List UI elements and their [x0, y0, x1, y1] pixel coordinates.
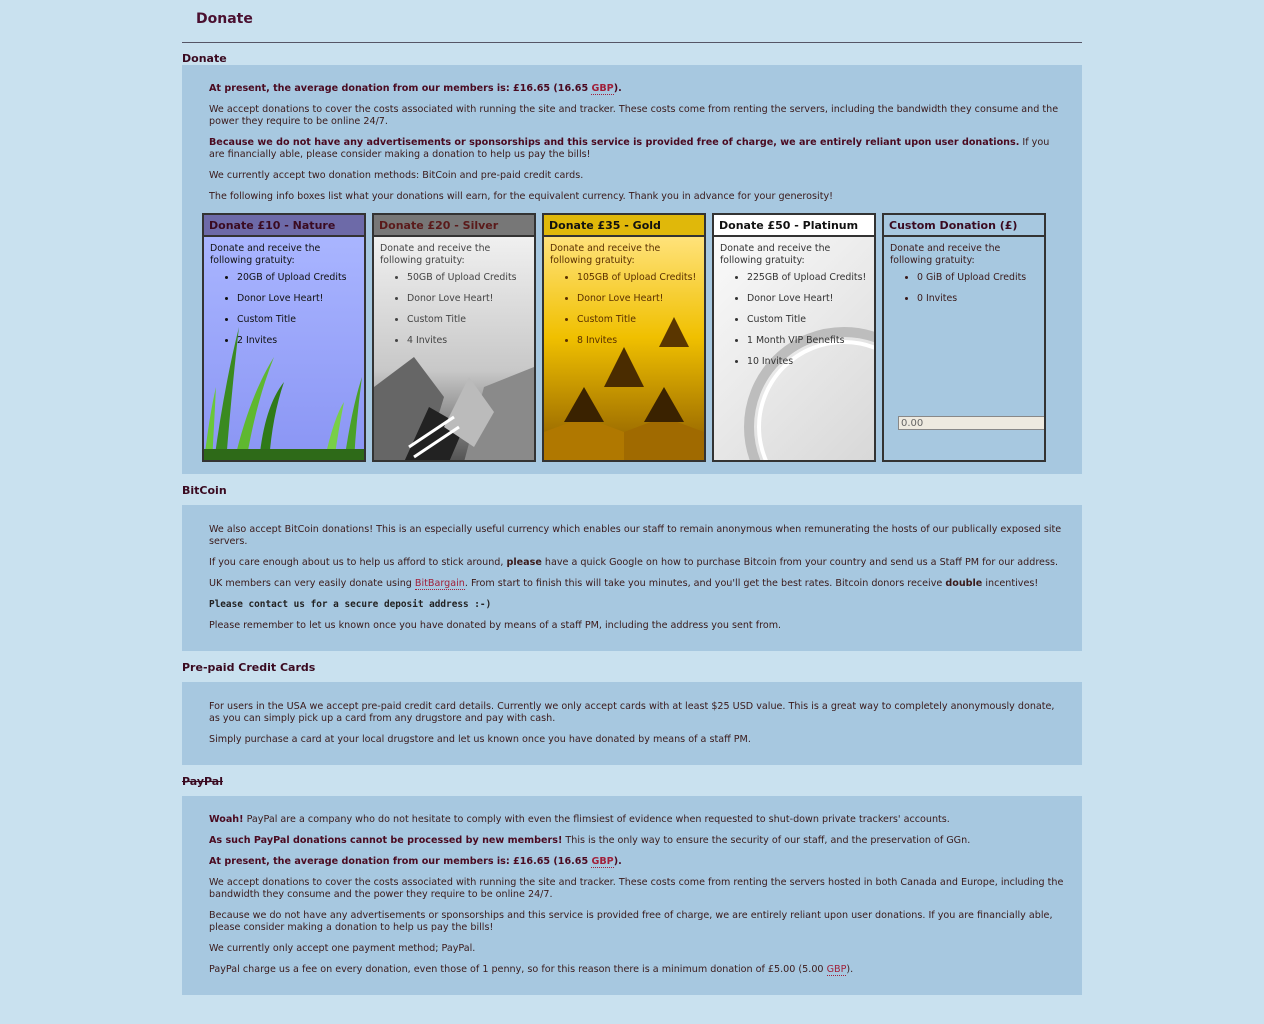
- tier-title: Donate £50 - Platinum: [714, 215, 874, 237]
- tier-body: [714, 237, 874, 460]
- paypal-box: [182, 796, 1082, 995]
- list-item: • 0 GiB of Upload Credits: [917, 272, 1038, 284]
- tier-body: [374, 237, 534, 460]
- tier-title: Custom Donation (£): [884, 215, 1044, 237]
- list-item: • 8 Invites: [577, 335, 698, 347]
- list-item: • Custom Title: [237, 314, 358, 326]
- grass-image: [204, 237, 364, 462]
- list-item: • 1 Month VIP Benefits: [747, 335, 868, 347]
- tier-intro: Donate and receive the following gratuity:: [380, 243, 491, 266]
- paypal-method: We currently only accept one payment method; PayPal.: [209, 943, 476, 954]
- tier-benefits: [210, 272, 358, 347]
- bitcoin-uk: UK members can very easily donate using BitBargain. From start to finish this will take you minutes, and you'll get the best rates. Bitcoin donors receive double incentives!: [209, 578, 1039, 589]
- tier-nature[interactable]: [202, 213, 366, 462]
- donate-reliance: Because we do not have any advertisements or sponsorships and this service is provided free of charge, we are entirely reliant upon user donations. If you are financially able, please consider making a donation to help us pay the bills!: [209, 137, 1050, 160]
- list-item: • Custom Title: [747, 314, 868, 326]
- tier-intro: Donate and receive the following gratuity:: [210, 243, 321, 266]
- prepaid-heading: Pre-paid Credit Cards: [182, 661, 316, 674]
- list-item: • Donor Love Heart!: [407, 293, 528, 305]
- bitcoin-intro: We also accept BitCoin donations! This is an especially useful currency which enables our staff to remain anonymous when remunerating the hosts of our publically exposed site servers.: [209, 524, 1062, 547]
- tier-title: Donate £35 - Gold: [544, 215, 704, 237]
- tier-body: [204, 237, 364, 460]
- bitcoin-purchase: If you care enough about us to help us afford to stick around, please have a quick Google on how to purchase Bitcoin from your country and send us a Staff PM for our address.: [209, 557, 1059, 568]
- bitcoin-heading: BitCoin: [182, 484, 227, 497]
- tier-benefits: [380, 272, 528, 347]
- tier-intro: Donate and receive the following gratuity:: [890, 243, 1001, 266]
- list-item: • 50GB of Upload Credits: [407, 272, 528, 284]
- tier-benefits: [720, 272, 868, 368]
- donate-info: The following info boxes list what your donations will earn, for the equivalent currency. Thank you in advance for your generosity!: [209, 191, 833, 202]
- paypal-costs: We accept donations to cover the costs associated with running the site and tracker. These costs come from renting the servers hosted in both Canada and Europe, including the bandwidth they consume and the power they require to be online 24/7.: [209, 877, 1064, 900]
- list-item: • 225GB of Upload Credits!: [747, 272, 868, 284]
- tier-title: Donate £10 - Nature: [204, 215, 364, 237]
- donate-intro: We accept donations to cover the costs associated with running the site and tracker. These costs come from renting the servers, including the bandwidth they consume and the power they require to be online 24/7.: [209, 104, 1059, 127]
- list-item: • 10 Invites: [747, 356, 868, 368]
- prepaid-purchase: Simply purchase a card at your local drugstore and let us known once you have donated by means of a staff PM.: [209, 734, 751, 745]
- list-item: • 20GB of Upload Credits: [237, 272, 358, 284]
- list-item: • Custom Title: [407, 314, 528, 326]
- page-content: [182, 0, 1082, 995]
- donate-box: [182, 65, 1082, 474]
- prepaid-intro: For users in the USA we accept pre-paid credit card details. Currently we only accept cards with at least $25 USD value. This is a great way to completely anonymously donate, as you can simply pick up a card from any drugstore and pay with cash.: [209, 701, 1055, 724]
- page-title: Donate: [182, 0, 1082, 43]
- tier-benefits: [550, 272, 698, 347]
- tier-benefits: [890, 272, 1038, 305]
- tier-silver[interactable]: [372, 213, 536, 462]
- paypal-new-members: As such PayPal donations cannot be processed by new members! This is the only way to ensure the security of our staff, and the preservation of GGn.: [209, 835, 971, 846]
- tier-title: Donate £20 - Silver: [374, 215, 534, 237]
- average-donation: At present, the average donation from our members is: £16.65 (16.65 GBP).: [209, 83, 622, 94]
- tier-gold[interactable]: [542, 213, 706, 462]
- tier-intro: Donate and receive the following gratuity:: [550, 243, 661, 266]
- custom-amount-input[interactable]: [898, 416, 1046, 430]
- donate-heading: Donate: [182, 52, 227, 65]
- gold-bars-image: [544, 237, 704, 462]
- list-item: • 4 Invites: [407, 335, 528, 347]
- tier-custom: [882, 213, 1046, 462]
- tier-intro: Donate and receive the following gratuity:: [720, 243, 831, 266]
- bitcoin-box: [182, 505, 1082, 651]
- paypal-reliance: Because we do not have any advertisements or sponsorships and this service is provided free of charge, we are entirely reliant upon user donations. If you are financially able, please consider making a donation to help us pay the bills!: [209, 910, 1053, 933]
- list-item: • 105GB of Upload Credits!: [577, 272, 698, 284]
- donate-methods: We currently accept two donation methods: BitCoin and pre-paid credit cards.: [209, 170, 584, 181]
- tier-platinum[interactable]: [712, 213, 876, 462]
- bitcoin-remember: Please remember to let us known once you have donated by means of a staff PM, including the address you sent from.: [209, 620, 782, 631]
- list-item: • Donor Love Heart!: [237, 293, 358, 305]
- list-item: • 2 Invites: [237, 335, 358, 347]
- prepaid-box: [182, 682, 1082, 765]
- bitbargain-link[interactable]: BitBargain: [414, 578, 465, 589]
- silver-image: [374, 237, 534, 462]
- donation-tiers: [202, 213, 1064, 462]
- tier-body: [544, 237, 704, 460]
- list-item: • Donor Love Heart!: [577, 293, 698, 305]
- list-item: • Custom Title: [577, 314, 698, 326]
- paypal-warning: Woah! PayPal are a company who do not hesitate to comply with even the flimsiest of evidence when requested to shut-down private trackers' accounts.: [209, 814, 950, 825]
- list-item: • Donor Love Heart!: [747, 293, 868, 305]
- gbp-abbr: GBP: [591, 856, 614, 867]
- paypal-average-donation: At present, the average donation from our members is: £16.65 (16.65 GBP).: [209, 856, 622, 867]
- list-item: • 0 Invites: [917, 293, 1038, 305]
- gbp-abbr: GBP: [826, 964, 847, 975]
- bitcoin-contact: Please contact us for a secure deposit address :-): [209, 599, 492, 610]
- gbp-abbr: GBP: [591, 83, 614, 94]
- paypal-heading: PayPal: [182, 775, 223, 788]
- paypal-fee: PayPal charge us a fee on every donation, even those of 1 penny, so for this reason there is a minimum donation of £5.00 (5.00 GBP).: [209, 964, 854, 975]
